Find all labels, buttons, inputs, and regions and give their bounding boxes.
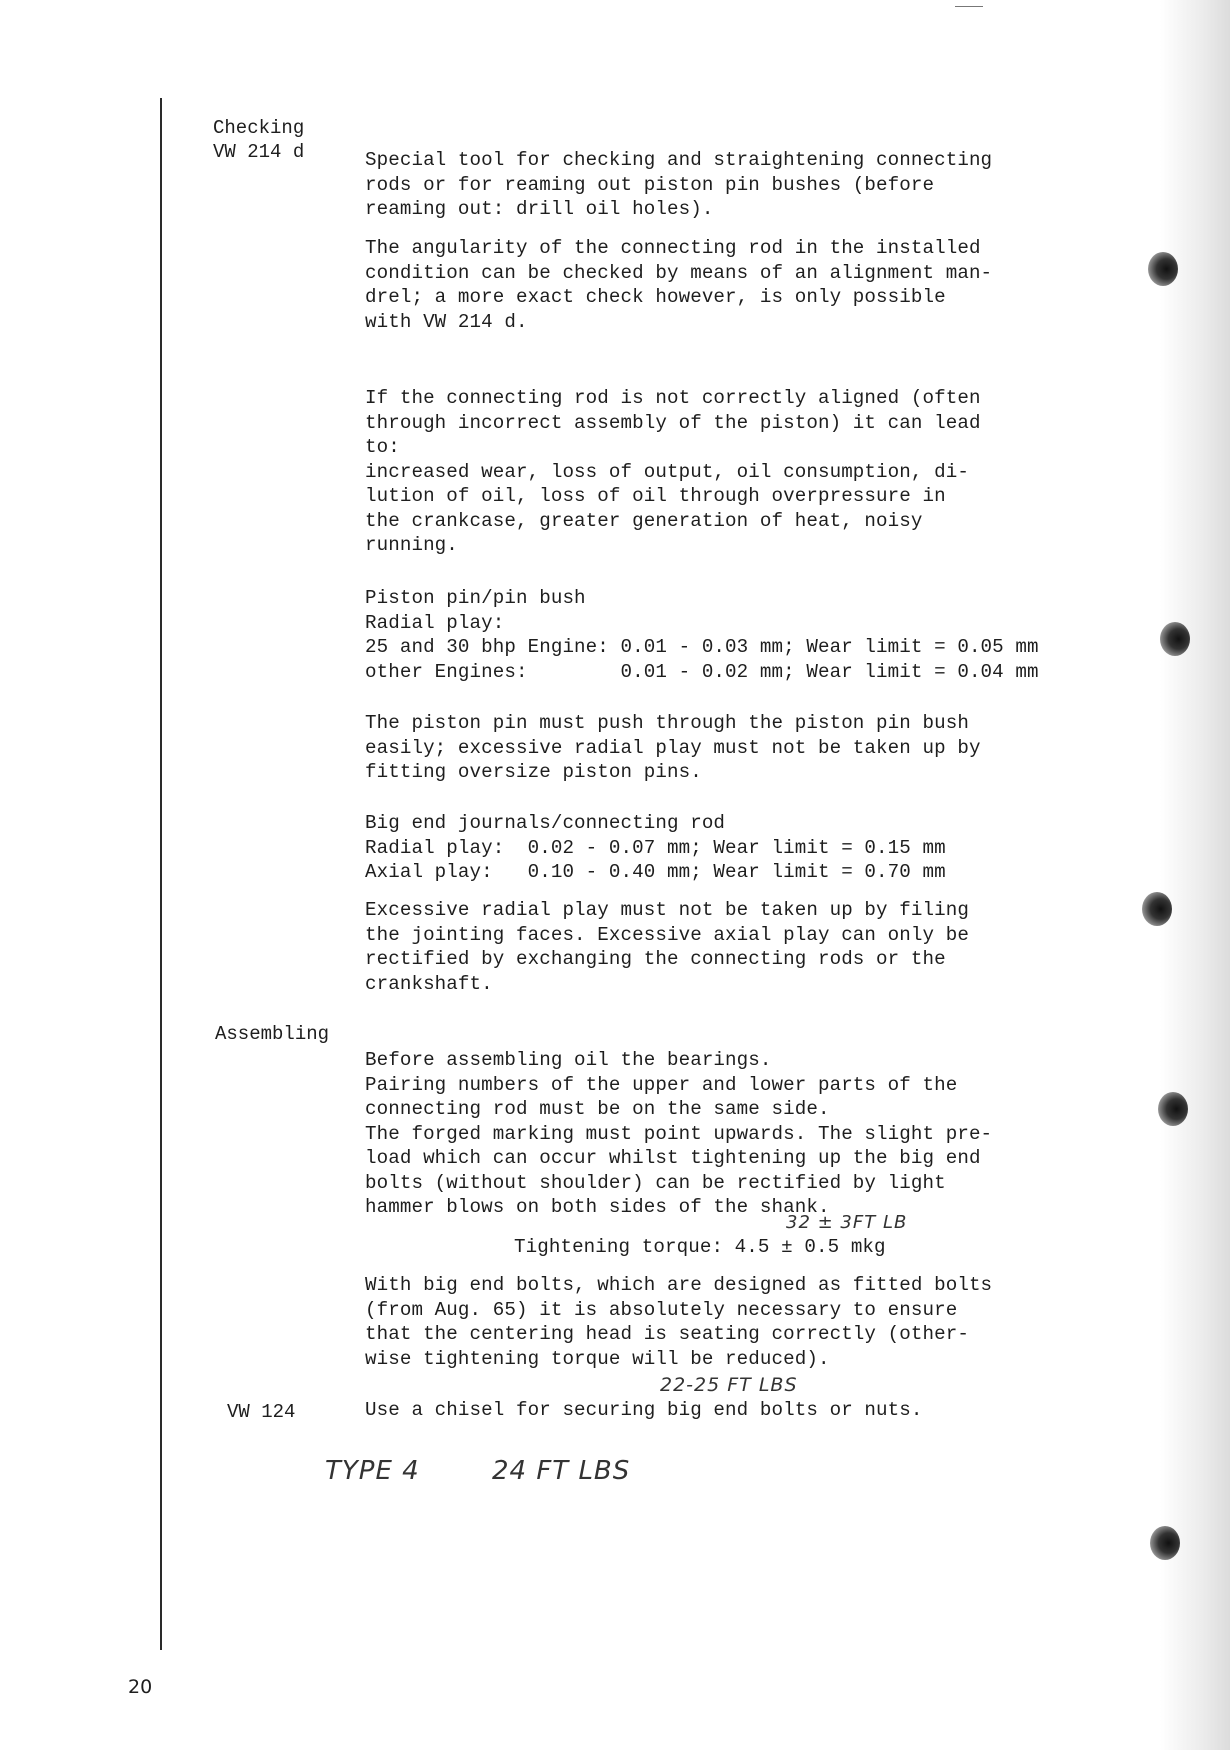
misalignment-paragraph: If the connecting rod is not correctly aligned (often through incorrect assembly of the piston) it can lead to: increased wear, loss of output, oil consumption, di- lution of oil, loss of oil through overpressure in the crankcase, greater generation of heat, noisy running.	[365, 387, 981, 556]
assembling-paragraph: Before assembling oil the bearings. Pairing numbers of the upper and lower parts of the connecting rod must be on the same side. The forged marking must point upwards. The slight pre- load which can occur whilst tightening up the big end bolts (without shoulder) can be rectified by light hammer blows on both sides of the shank.	[365, 1049, 993, 1218]
tightening-torque: Tightening torque: 4.5 ± 0.5 mkg	[514, 1236, 886, 1258]
angularity-paragraph: The angularity of the connecting rod in the installed condition can be checked by means of an alignment man- drel; a more exact check however, is only possible with VW 214 d.	[365, 237, 993, 333]
punch-hole-icon	[1150, 1526, 1180, 1560]
handwritten-type4-value: 24 FT LBS	[492, 1456, 631, 1486]
piston-pin-spec: Piston pin/pin bush Radial play: 25 and 30 bhp Engine: 0.01 - 0.03 mm; Wear limit = 0.05 mm other Engines: 0.01 - 0.02 mm; Wear limit = 0.04 mm	[365, 587, 1039, 683]
margin-label-checking: Checking	[213, 117, 305, 139]
big-end-spec: Big end journals/connecting rod Radial play: 0.02 - 0.07 mm; Wear limit = 0.15 mm Axial play: 0.10 - 0.40 mm; Wear limit = 0.70 mm	[365, 812, 946, 883]
excessive-play-paragraph: Excessive radial play must not be taken up by filing the jointing faces. Excessive axial play can only be rectified by exchanging the connecting rods or the crankshaft.	[365, 899, 969, 995]
punch-hole-icon	[1142, 892, 1172, 926]
special-tool-paragraph: Special tool for checking and straightening connecting rods or for reaming out piston pin bushes (before reaming out: drill oil holes).	[365, 149, 993, 220]
handwritten-chisel-note: 22-25 FT LBS	[660, 1374, 798, 1396]
page-number: 20	[128, 1676, 153, 1698]
punch-hole-icon	[1160, 622, 1190, 656]
piston-pin-note: The piston pin must push through the piston pin bush easily; excessive radial play must not be taken up by fitting oversize piston pins.	[365, 712, 981, 783]
margin-label-assembling: Assembling	[215, 1023, 330, 1045]
top-mark	[955, 6, 983, 7]
punch-hole-icon	[1158, 1092, 1188, 1126]
handwritten-torque-note: 32 ± 3FT LB	[786, 1212, 908, 1233]
margin-label-chisel-tool: VW 124	[227, 1401, 296, 1423]
margin-label-tool: VW 214 d	[213, 141, 305, 163]
handwritten-type4-label: TYPE 4	[325, 1456, 420, 1486]
fitted-bolts-paragraph: With big end bolts, which are designed as fitted bolts (from Aug. 65) it is absolutely necessary to ensure that the centering head is seating correctly (other- wise tightening torque will be reduced).	[365, 1274, 993, 1370]
margin-rule	[160, 98, 162, 1650]
punch-hole-icon	[1148, 252, 1178, 286]
chisel-paragraph: Use a chisel for securing big end bolts or nuts.	[365, 1399, 923, 1421]
